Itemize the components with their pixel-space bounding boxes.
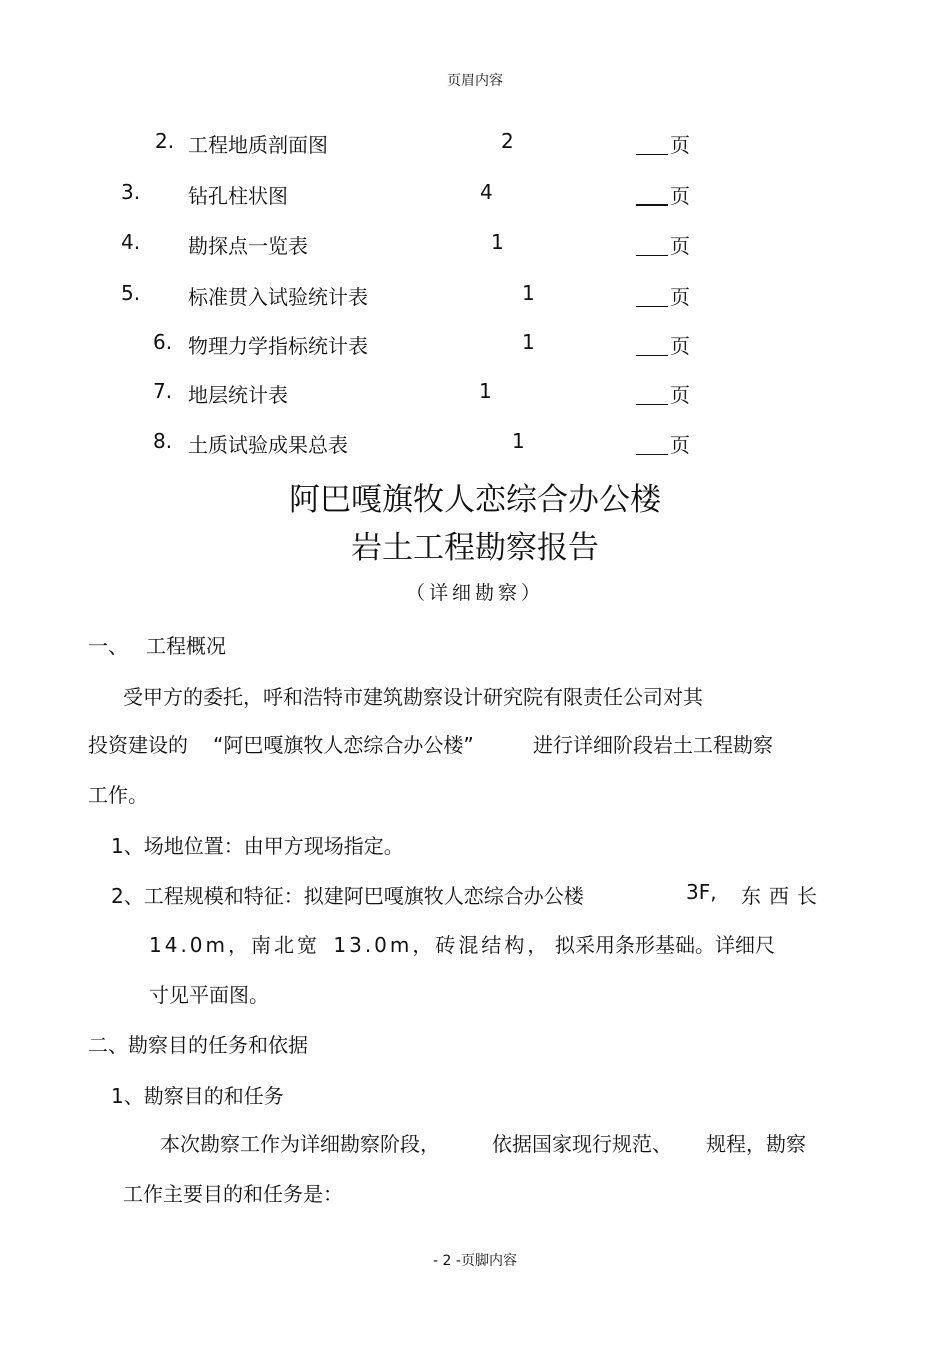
toc-unit: 页 (670, 184, 690, 208)
toc-name: 工程地质剖面图 (188, 133, 328, 157)
paragraph-2-line-2: 工作主要目的和任务是： (123, 1182, 343, 1206)
paragraph-1-line-2c: 进行详细阶段岩土工程勘察 (533, 733, 773, 757)
toc-count: 2 (501, 129, 514, 153)
section-2-item-1: 1、勘察目的和任务 (111, 1084, 284, 1108)
toc-name: 地层统计表 (188, 383, 288, 407)
paragraph-1-line-1: 受甲方的委托，呼和浩特市建筑勘察设计研究院有限责任公司对其 (123, 685, 703, 709)
paragraph-1-line-2b: “阿巴嘎旗牧人恋综合办公楼” (213, 733, 474, 757)
toc-blank (636, 354, 668, 356)
item-scale-line-3: 寸见平面图。 (149, 983, 269, 1007)
item-scale-line-1a: 2、工程规模和特征：拟建阿巴嘎旗牧人恋综合办公楼 (111, 884, 584, 908)
toc-unit: 页 (670, 433, 690, 457)
toc-unit: 页 (670, 285, 690, 309)
toc-name: 勘探点一览表 (188, 234, 308, 258)
section-1-title: 工程概况 (146, 634, 226, 658)
toc-row-4 (0, 230, 950, 256)
section-1-number: 一、 (88, 634, 128, 658)
toc-blank (636, 254, 668, 256)
item-scale-line-1c: 东西长 (741, 884, 825, 908)
toc-count: 1 (479, 379, 492, 403)
toc-blank (636, 403, 668, 405)
item-scale-line-2a: 14.0m，南北宽 13.0m，砖混结构， (149, 933, 551, 957)
toc-row-5 (0, 281, 950, 307)
toc-number: 2. (155, 129, 175, 153)
item-site-location: 1、场地位置：由甲方现场指定。 (111, 834, 404, 858)
toc-name: 标准贯入试验统计表 (188, 285, 368, 309)
toc-number: 7. (153, 379, 173, 403)
paragraph-2-line-1c: 规程，勘察 (706, 1132, 806, 1156)
toc-number: 4. (121, 230, 141, 254)
toc-number: 6. (153, 330, 173, 354)
toc-count: 1 (512, 429, 525, 453)
item-scale-line-2b: 拟采用条形基础。详细尺 (555, 933, 775, 957)
paragraph-2-line-1a: 本次勘察工作为详细勘察阶段， (160, 1132, 440, 1156)
paragraph-1-line-3: 工作。 (88, 783, 148, 807)
toc-row-8 (0, 429, 950, 455)
toc-blank (636, 305, 668, 307)
toc-count: 1 (522, 281, 535, 305)
toc-number: 3. (121, 180, 141, 204)
toc-count: 1 (491, 230, 504, 254)
report-subtitle: （详细勘察） (405, 582, 544, 604)
toc-unit: 页 (670, 383, 690, 407)
report-title-line2: 岩土工程勘察报告 (351, 530, 599, 566)
report-title-line1: 阿巴嘎旗牧人恋综合办公楼 (289, 482, 661, 518)
toc-blank (636, 153, 668, 155)
toc-count: 1 (522, 330, 535, 354)
item-scale-line-1b: 3F, (686, 880, 717, 904)
toc-name: 钻孔柱状图 (188, 184, 288, 208)
toc-unit: 页 (670, 234, 690, 258)
toc-count: 4 (480, 180, 493, 204)
toc-blank (636, 453, 668, 455)
page-header: 页眉内容 (447, 73, 503, 89)
section-2-title: 二、勘察目的任务和依据 (88, 1033, 308, 1057)
toc-name: 物理力学指标统计表 (188, 334, 368, 358)
toc-unit: 页 (670, 133, 690, 157)
toc-row-7 (0, 379, 950, 405)
toc-name: 土质试验成果总表 (188, 433, 348, 457)
paragraph-2-line-1b: 依据国家现行规范、 (492, 1132, 672, 1156)
toc-blank (636, 203, 668, 206)
toc-row-3 (0, 180, 950, 206)
paragraph-1-line-2a: 投资建设的 (88, 733, 188, 757)
toc-number: 5. (121, 281, 141, 305)
toc-row-2 (0, 129, 950, 155)
toc-number: 8. (153, 429, 173, 453)
toc-unit: 页 (670, 334, 690, 358)
toc-row-6 (0, 330, 950, 356)
page-footer: - 2 -页脚内容 (433, 1253, 517, 1269)
